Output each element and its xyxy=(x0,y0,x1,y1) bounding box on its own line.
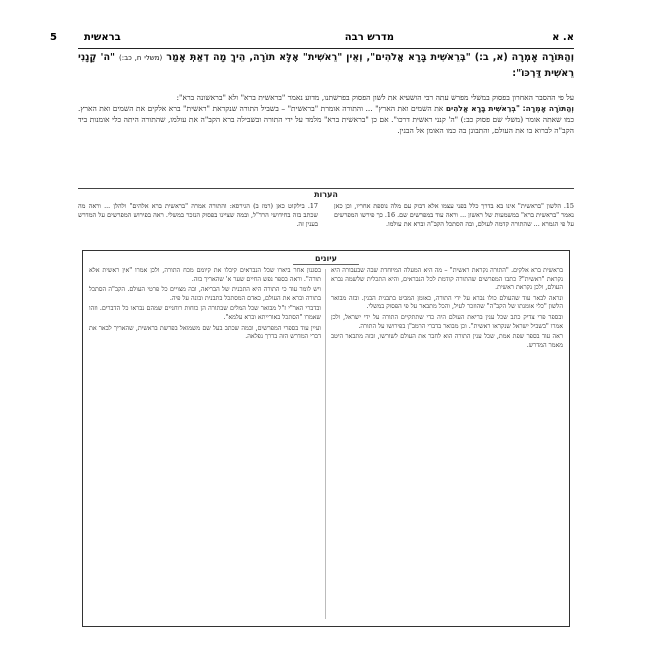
page-header xyxy=(50,28,574,49)
insights-column-left xyxy=(89,267,321,619)
notes-divider xyxy=(78,188,574,189)
parsha-title: בראשית xyxy=(84,32,121,43)
notes-section xyxy=(78,202,574,246)
explanation-body xyxy=(78,103,574,136)
insights-title-rule xyxy=(293,264,359,265)
insights-paragraph: ונראה לבאר עוד שהעולם כולו נברא על ידי התורה, כאומן המביט בתבנית הבנין. ובזה מבואר הלשון "כלי אומנתו של הקב"ה" שהוזכר לעיל, והכל מתבאר על פי הפסוק במשלי. xyxy=(331,294,563,311)
explanation-bold: וְהַתּוֹרָה אָמְרָה: "בְּרֵאשִׁית בָּרָא אֱלֹהִים xyxy=(445,104,574,113)
section-label: א. א xyxy=(552,32,574,43)
column-divider xyxy=(325,269,326,619)
insights-column-right xyxy=(331,267,563,619)
notes-column-right: 15. הלשון "בראשית" אינו בא בדרך כלל בפני עצמו אלא דבוק עם מלה נוספת אחריו, וכן כאן נאמר "בראשית ברא" במשמעות של ראשון ... וראה עוד במפרשים שם. 16. כך פירשו המפרשים על פי הגמרא ... שהתורה קדמה לעולם, ובה הסתכל הקב"ה וברא את עולמו. xyxy=(334,202,574,228)
verse-text-2: "ה' קָנָנִי רֵאשִׁית דַּרְכּוֹ": xyxy=(78,52,574,79)
explanation-intro: על פי ההסבר האחרון בפסוק במשלי מפרש עתה רבי הושעיא את לשון הפסוק בפרשתנו, מדוע נאמר "בראשית ברא" ולא "בראשונה ברא": xyxy=(176,93,574,102)
verse-text: וְהַתּוֹרָה אָמְרָה (א, ב:) "בְּרֵאשִׁית בָּרָא אֱלֹהִים", וְאֵין "רֵאשִׁית" אֶלָּא תוֹרָה, הֵיךְ מָה דְאַתְּ אָמַר xyxy=(166,52,574,63)
explanation-text: את השמים ואת הארץ" ... והתורה אומרת "בראשית" – בשביל התורה שנקראת "ראשית" ברא אלקים את השמים ואת הארץ. כמו שאתה אומר (משלי שם פסוק כב:) "ה' קנני ראשית דרכו". אם כן "בראשית ברא" מלמד על ידי התורה ובשבילה ברא הקב"ה את עולמו, שהתורה היתה כלי אומנות ביד הקב"ה לברוא בו את העולם, והתבונן בה כמו האומן אל הבנין. xyxy=(78,104,574,135)
insights-paragraph: בסגנון אחר ביארו שכל הנבראים קיבלו את קיומם מכח התורה, ולכן אמרו "אין ראשית אלא תורה". וראה בספר נפש החיים שער א' שהאריך בזה. xyxy=(89,267,321,283)
insights-paragraph: ועיין עוד בספרי המפרשים, ובמה שכתב בעל שם משמואל בפרשת בראשית, שהאריך לבאר את דברי המדרש הזה בדרך נפלאה. xyxy=(89,324,321,341)
insights-paragraph: בראשית ברא אלקים. "התורה נקראת ראשית" – מה היא המעלה המיוחדת שבה שבעבורה היא נקראת "ראשית"? כתבו המפרשים שהתורה קודמת לכל הנבראים, והיא התכלית שלשמה נברא העולם, ולכן נקראת ראשית. xyxy=(331,267,563,292)
insights-title: עיונים xyxy=(315,254,337,263)
insights-box xyxy=(82,250,570,627)
page-number: 5 xyxy=(50,32,57,43)
insights-paragraph: ובספר פרי צדיק כתב שכל ענין בריאת העולם היה כדי שתתקיים התורה על ידי ישראל, ולכן אמרו "בשביל ישראל שנקראו ראשית". וכן מבואר בדברי הרמב"ן בפירושו על התורה. xyxy=(331,313,563,330)
notes-column-left: 17. בילקוט כאן (רמז ב) הגירסא: והתורה אמרה "בראשית ברא אלהים" ולהלן ... וראה מה שכתב בזה בחידושי הרד"ל, ובמה שציינו בפסוק הנזכר במשלי. ראה בפירוש המפרשים על המדרש בענין זה. xyxy=(78,202,318,228)
notes-title: הערות xyxy=(314,190,338,199)
midrash-verse xyxy=(78,50,574,86)
insights-paragraph: ויש לומר עוד כי התורה היא התכנית של הבריאה, ובה מצויים כל פרטי העולם. הקב"ה הסתכל בתורה וברא את העולם, כאדם המסתכל בתבנית ובונה על פיה. xyxy=(89,286,321,302)
verse-source: (משלי ח, כב:) xyxy=(118,54,163,62)
insights-paragraph: ראה עוד בספר שפת אמת, שכל ענין התורה הוא לחבר את העולם לשורשו, ובזה מתבאר היטב מאמר המדרש. xyxy=(331,333,563,349)
insights-paragraph: ובדברי האר"י ז"ל מבואר שכל המלים שבתורה הן כוחות רוחניים שמהם נבראו כל הדברים. וזהו שאמרו "הסתכל באורייתא וברא עלמא". xyxy=(89,305,321,321)
book-title: מדרש רבה xyxy=(344,32,394,43)
